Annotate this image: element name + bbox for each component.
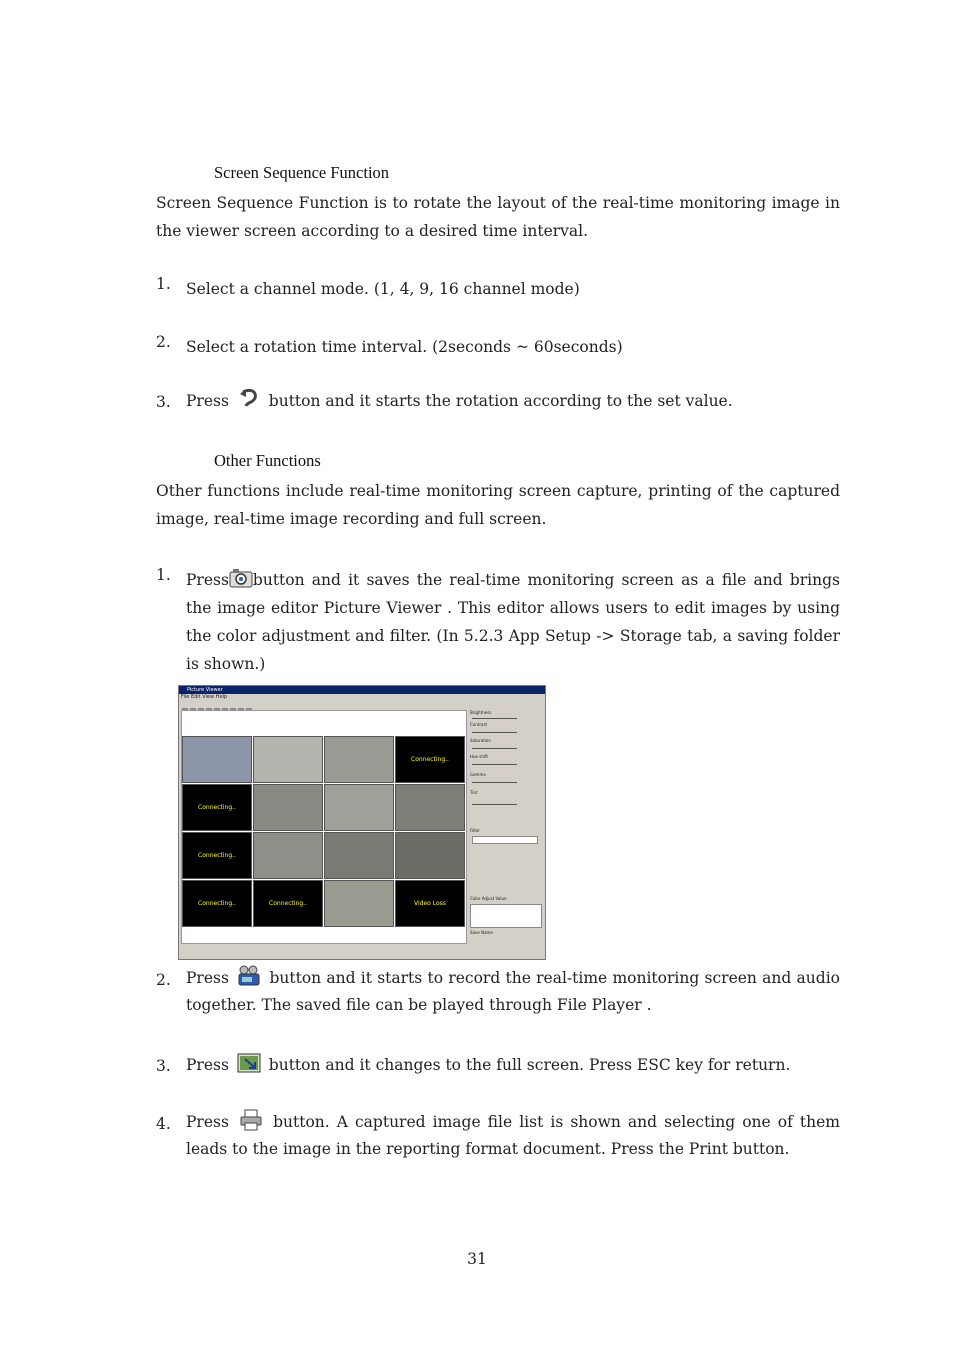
contrast-slider — [472, 732, 517, 733]
fullscreen-icon — [237, 1052, 261, 1074]
camera-cell — [253, 832, 323, 879]
heading-other-functions: Other Functions — [214, 451, 321, 470]
step-press: Press — [186, 392, 229, 410]
toolbar — [181, 701, 543, 710]
camera-cell: Connecting.. — [182, 832, 252, 879]
camera-cell — [324, 832, 394, 879]
step-press: Press — [186, 969, 229, 987]
step-text: button and it starts the rotation according to the set value. — [268, 392, 733, 410]
filter-select — [472, 836, 538, 844]
window-title-bar — [179, 686, 545, 694]
heading-screen-sequence: Screen Sequence Function — [214, 163, 390, 182]
step-text: Select a channel mode. (1, 4, 9, 16 channel mode) — [186, 280, 580, 298]
panel-label: Filter — [470, 828, 480, 833]
step-text: button. A captured image file list is shown and selecting one of them leads to the image in the reporting format document. Press the Print button. — [186, 1113, 840, 1158]
step-number: 4. — [156, 1115, 171, 1133]
step-press: Press — [186, 1056, 229, 1074]
camera-cell: Connecting.. — [182, 784, 252, 831]
camera-cell — [395, 784, 465, 831]
panel-label: Brightness — [470, 710, 492, 715]
picture-viewer-screenshot — [178, 685, 546, 960]
menu-bar: File Edit View Help — [181, 694, 228, 700]
step-number: 3. — [156, 393, 171, 411]
adjust-panel — [468, 710, 544, 942]
panel-label: Contrast — [470, 722, 488, 727]
camera-cell — [395, 832, 465, 879]
camera-cell: Connecting.. — [395, 736, 465, 783]
panel-label: Gamma — [470, 772, 486, 777]
panel-label: Hue shift — [470, 754, 488, 759]
printer-icon — [239, 1109, 263, 1131]
step-text: button and it saves the real-time monitoring screen as a file and brings the image editor Picture Viewer . This editor allows users to edit images by using the color adjustment and filter. (In 5.2.3 App Setup -> Storage tab, a saving folder is shown.) — [186, 571, 840, 673]
camera-cell — [253, 736, 323, 783]
panel-label: Color Adjust Value — [470, 896, 507, 901]
rotate-arrow-icon — [237, 388, 261, 410]
camera-cell: Video Loss — [395, 880, 465, 927]
video-camera-icon — [237, 965, 261, 987]
panel-label: Save Name — [470, 930, 493, 935]
hue-slider — [472, 764, 517, 765]
camera-icon — [229, 567, 253, 589]
step-text: Select a rotation time interval. (2seconds ~ 60seconds) — [186, 338, 623, 356]
saturation-slider — [472, 748, 517, 749]
panel-label: Saturation — [470, 738, 491, 743]
camera-cell: Connecting.. — [182, 880, 252, 927]
status-bar — [181, 952, 543, 959]
step-number: 1. — [156, 275, 171, 293]
step-text: button and it changes to the full screen. Press ESC key for return. — [268, 1056, 791, 1074]
panel-label: Tint — [470, 790, 478, 795]
screen-sequence-intro: Screen Sequence Function is to rotate the layout of the real-time monitoring image in the viewer screen according to a desired time interval. — [156, 194, 840, 240]
window-title: Picture Viewer — [187, 687, 223, 693]
other-functions-intro: Other functions include real-time monitoring screen capture, printing of the captured image, real-time image recording and full screen. — [156, 482, 840, 528]
camera-cell — [182, 736, 252, 783]
gamma-slider — [472, 782, 517, 783]
camera-cell — [324, 880, 394, 927]
step-number: 1. — [156, 566, 171, 584]
step-number: 2. — [156, 333, 171, 351]
color-value-box — [470, 904, 542, 928]
page-number: 31 — [467, 1250, 487, 1268]
camera-cell — [324, 736, 394, 783]
step-press: Press — [186, 1113, 229, 1131]
step-number: 2. — [156, 971, 171, 989]
tint-slider — [472, 804, 517, 805]
brightness-slider — [472, 718, 517, 719]
camera-cell — [253, 784, 323, 831]
camera-grid — [182, 736, 466, 930]
camera-cell — [324, 784, 394, 831]
camera-cell: Connecting.. — [253, 880, 323, 927]
image-canvas — [181, 710, 467, 944]
step-text: button and it starts to record the real-time monitoring screen and audio together. The saved file can be played through File Player . — [186, 969, 840, 1014]
step-press: Press — [186, 571, 229, 589]
step-number: 3. — [156, 1057, 171, 1075]
